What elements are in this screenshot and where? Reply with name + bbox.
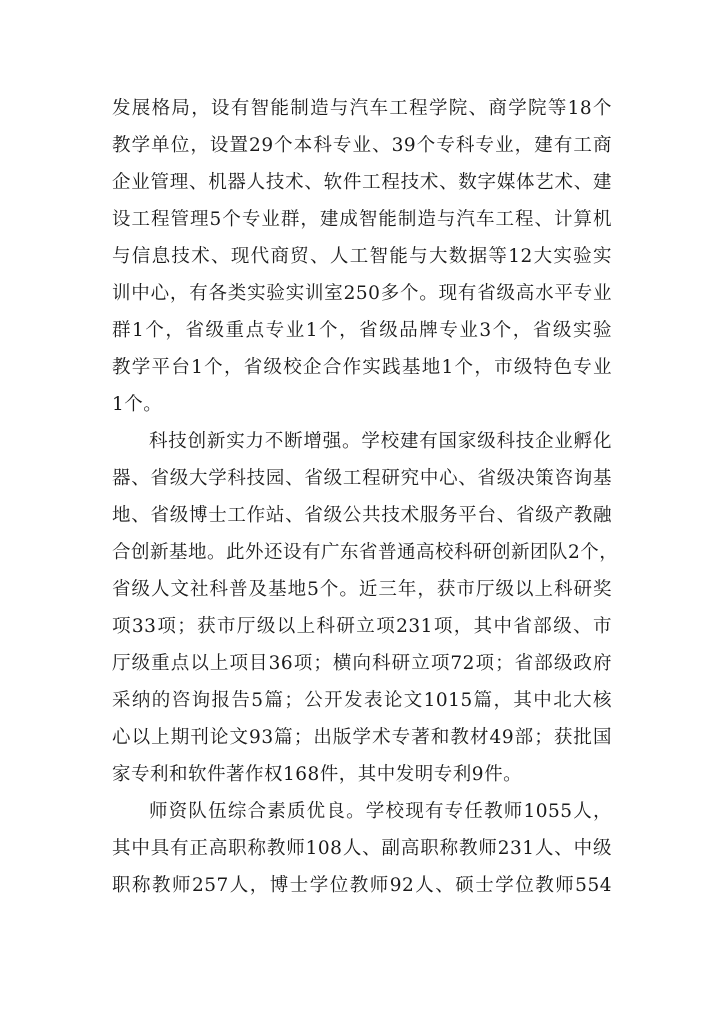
text-line: 地、省级博士工作站、省级公共技术服务平台、省级产教融 [112,505,612,526]
text-line: 训中心，有各类实验实训室250多个。现有省级高水平专业 [112,283,612,304]
text-line: 职称教师257人，博士学位教师92人、硕士学位教师554 [112,875,612,896]
text-line: 省级人文社科普及基地5个。近三年，获市厅级以上科研奖 [112,579,612,600]
text-line: 采纳的咨询报告5篇；公开发表论文1015篇，其中北大核 [112,690,612,711]
text-line: 项33项；获市厅级以上科研立项231项，其中省部级、市 [112,616,612,637]
text-line: 厅级重点以上项目36项；横向科研立项72项；省部级政府 [112,653,612,674]
text-line: 1个。 [112,394,163,415]
text-line: 教学平台1个，省级校企合作实践基地1个，市级特色专业 [112,357,612,378]
text-line: 心以上期刊论文93篇；出版学术专著和教材49部；获批国 [112,727,612,748]
text-line: 与信息技术、现代商贸、人工智能与大数据等12大实验实 [112,246,612,267]
paragraph-first-line: 师资队伍综合素质优良。学校现有专任教师1055人， [149,801,612,822]
text-line: 设工程管理5个专业群，建成智能制造与汽车工程、计算机 [112,209,612,230]
text-line: 发展格局，设有智能制造与汽车工程学院、商学院等18个 [112,98,612,119]
text-line: 家专利和软件著作权168件，其中发明专利9件。 [112,764,523,785]
text-line: 其中具有正高职称教师108人、副高职称教师231人、中级 [112,838,612,859]
text-line: 教学单位，设置29个本科专业、39个专科专业，建有工商 [112,135,612,156]
text-line: 企业管理、机器人技术、软件工程技术、数字媒体艺术、建 [112,172,612,193]
text-line: 器、省级大学科技园、省级工程研究中心、省级决策咨询基 [112,468,612,489]
body-text [112,90,619,904]
text-line: 群1个，省级重点专业1个，省级品牌专业3个，省级实验 [112,320,612,341]
paragraph-first-line: 科技创新实力不断增强。学校建有国家级科技企业孵化 [149,431,612,452]
text-line: 合创新基地。此外还设有广东省普通高校科研创新团队2个， [112,542,619,563]
